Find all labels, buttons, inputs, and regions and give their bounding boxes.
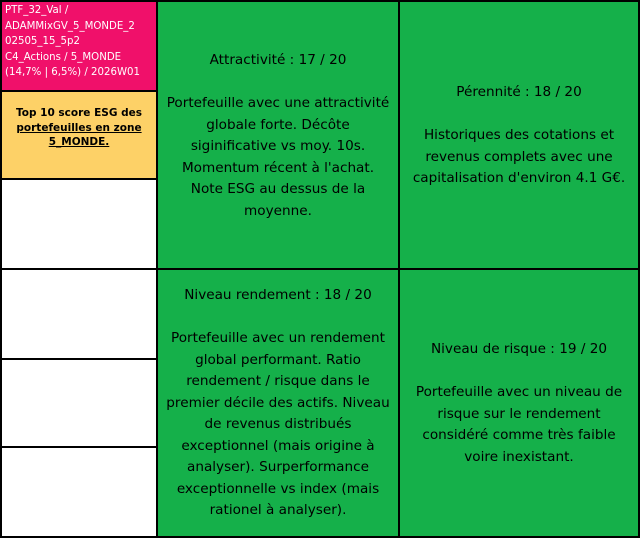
description-line: global performant. Ratio xyxy=(195,351,361,368)
attractivite-content xyxy=(158,50,398,222)
perennite-title: Pérennité : 18 / 20 xyxy=(456,84,582,100)
description-line: moyenne. xyxy=(244,202,312,219)
rendement-description xyxy=(158,328,398,522)
description-line: Portefeuille avec un rendement xyxy=(171,330,385,346)
description-line: rationel à analyser). xyxy=(209,502,347,518)
rendement-content xyxy=(158,285,398,522)
esg-note-cell xyxy=(0,90,158,180)
description-line: exceptionnelle vs index (mais xyxy=(176,480,380,497)
description-line: rendement / risque dans le xyxy=(186,373,370,389)
empty-cell xyxy=(0,358,158,448)
description-line: Note ESG au dessus de la xyxy=(190,181,366,197)
portfolio-id-line: 02505_15_5p2 xyxy=(5,36,80,47)
empty-cell xyxy=(0,178,158,270)
description-line: considéré comme très faible xyxy=(422,427,616,443)
description-line: globale forte. Décôte xyxy=(206,116,350,133)
description-line: risque sur le rendement xyxy=(437,405,601,422)
perennite-content xyxy=(400,82,638,190)
empty-cell xyxy=(0,268,158,360)
risque-content xyxy=(400,339,638,468)
perennite-description xyxy=(400,125,638,190)
description-line: capitalisation d'environ 4.1 G€. xyxy=(412,170,626,186)
portfolio-id-line: C4_Actions / 5_MONDE xyxy=(5,51,122,63)
description-line: voire inexistant. xyxy=(464,448,574,465)
risque-description xyxy=(400,382,638,468)
description-line: exceptionnel (mais origine à xyxy=(181,437,375,454)
attractivite-description xyxy=(158,93,398,222)
rendement-card xyxy=(156,268,400,538)
description-line: siginificative vs moy. 10s. xyxy=(190,138,366,154)
portfolio-id-line: ADAMMixGV_5_MONDE_2 xyxy=(5,20,135,32)
portfolio-id-line: PTF_32_Val / xyxy=(5,5,69,16)
description-line: analyser). Surperformance xyxy=(187,459,369,475)
rendement-title: Niveau rendement : 18 / 20 xyxy=(184,287,372,303)
description-line: de revenus distribués xyxy=(204,416,352,432)
attractivite-card xyxy=(156,0,400,270)
portfolio-id-text xyxy=(2,2,156,81)
attractivite-title: Attractivité : 17 / 20 xyxy=(209,52,347,68)
esg-note-text xyxy=(2,92,156,150)
esg-note-line: Top 10 score ESG des xyxy=(16,107,142,119)
portfolio-id-cell xyxy=(0,0,158,92)
description-line: revenus complets avec une xyxy=(425,148,613,165)
description-line: Momentum récent à l'achat. xyxy=(181,159,375,176)
description-line: Portefeuille avec une attractivité xyxy=(166,95,390,111)
description-line: premier décile des actifs. Niveau xyxy=(166,394,390,411)
risque-title: Niveau de risque : 19 / 20 xyxy=(430,341,608,357)
esg-note-line: 5_MONDE. xyxy=(48,136,110,148)
description-line: Portefeuille avec un niveau de xyxy=(415,384,623,400)
perennite-card xyxy=(398,0,640,270)
esg-note-line: portefeuilles en zone xyxy=(16,121,142,134)
description-line: Historiques des cotations et xyxy=(423,127,615,143)
empty-cell xyxy=(0,446,158,538)
portfolio-id-line: (14,7% | 6,5%) / 2026W01 xyxy=(5,67,140,78)
risque-card xyxy=(398,268,640,538)
